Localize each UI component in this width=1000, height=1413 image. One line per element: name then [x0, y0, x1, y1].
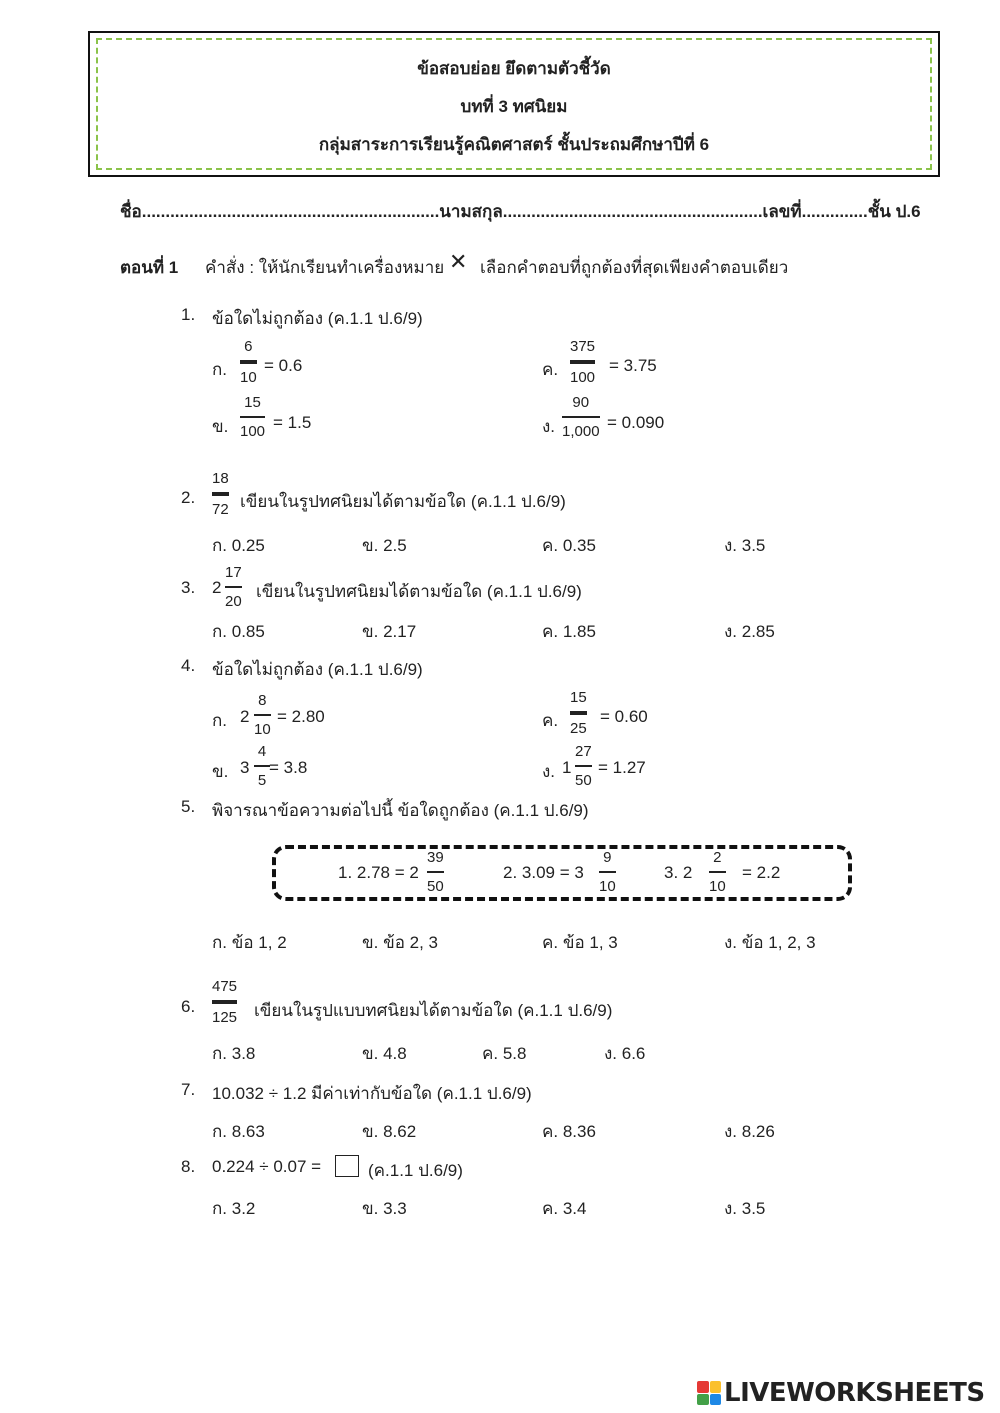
q4-a-letter[interactable]: ก. [212, 711, 228, 730]
q4-c-rest: = 0.60 [600, 707, 648, 726]
q4-b-fraction [254, 744, 270, 788]
q3-num: 17 [225, 564, 242, 581]
q2-option-b[interactable]: ข. 2.5 [362, 536, 407, 555]
q1-a-letter[interactable]: ก. [212, 360, 228, 379]
statement-1-den: 50 [427, 878, 444, 895]
q3-option-a[interactable]: ก. 0.85 [212, 622, 265, 641]
q1-d-fraction [562, 395, 600, 439]
q3-whole: 2 [212, 578, 222, 597]
q1-d-den: 1,000 [562, 423, 600, 440]
q1-c-den: 100 [570, 369, 596, 386]
cross-mark-icon: ✕ [449, 249, 468, 274]
liveworksheets-logo [697, 1378, 985, 1408]
q3-fraction [225, 565, 242, 609]
q5-text: พิจารณาข้อความต่อไปนี้ ข้อใดถูกต้อง (ค.1.1 ป.6/9) [212, 801, 589, 820]
q3-text: เขียนในรูปทศนิยมได้ตามข้อใด (ค.1.1 ป.6/9) [256, 582, 582, 601]
q4-a-num: 8 [258, 692, 267, 709]
statement-2-num: 9 [603, 849, 612, 866]
q1-c-num: 375 [570, 338, 596, 355]
q4-d-fraction [575, 744, 592, 788]
part-label: ตอนที่ 1 [120, 258, 179, 277]
q4-b-den: 5 [257, 772, 267, 789]
q7-option-d[interactable]: ง. 8.26 [724, 1122, 775, 1141]
q5-option-d[interactable]: ง. ข้อ 1, 2, 3 [724, 933, 816, 952]
q3-den: 20 [225, 593, 242, 610]
statement-3-num: 2 [713, 849, 722, 866]
q7-option-c[interactable]: ค. 8.36 [542, 1122, 596, 1141]
q6-number: 6. [181, 997, 196, 1016]
q6-fraction [212, 979, 237, 1025]
q4-c-num: 15 [570, 689, 587, 706]
q1-a-num: 6 [244, 338, 253, 355]
statement-3-lead: 3. 2 [664, 863, 693, 882]
statement-1-lead: 1. 2.78 = 2 [338, 863, 419, 882]
q1-b-fraction [240, 395, 265, 439]
q1-number: 1. [181, 305, 196, 324]
q4-text: ข้อใดไม่ถูกต้อง (ค.1.1 ป.6/9) [212, 660, 423, 679]
q5-number: 5. [181, 797, 196, 816]
q4-d-whole: 1 [562, 758, 572, 777]
q4-b-letter[interactable]: ข. [212, 762, 229, 781]
q4-d-rest: = 1.27 [598, 758, 646, 777]
q4-b-num: 4 [257, 743, 267, 760]
q6-num: 475 [212, 978, 238, 995]
q8-option-a[interactable]: ก. 3.2 [212, 1199, 256, 1218]
statement-2-lead: 2. 3.09 = 3 [503, 863, 584, 882]
logo-tile [710, 1381, 722, 1393]
q8-option-c[interactable]: ค. 3.4 [542, 1199, 587, 1218]
q5-option-c[interactable]: ค. ข้อ 1, 3 [542, 933, 618, 952]
q7-text: 10.032 ÷ 1.2 มีค่าเท่ากับข้อใด (ค.1.1 ป.6/9) [212, 1084, 532, 1103]
q2-text: เขียนในรูปทศนิยมได้ตามข้อใด (ค.1.1 ป.6/9) [240, 492, 566, 511]
q4-number: 4. [181, 656, 196, 675]
statement-3-rest: = 2.2 [742, 863, 781, 882]
instruction-text-a: คำสั่ง : ให้นักเรียนทำเครื่องหมาย [205, 258, 445, 277]
header-chapter: บทที่ 3 ทศนิยม [460, 97, 568, 116]
logo-tile [697, 1394, 709, 1406]
q3-option-c[interactable]: ค. 1.85 [542, 622, 596, 641]
q3-option-d[interactable]: ง. 2.85 [724, 622, 775, 641]
statement-3-den: 10 [709, 878, 726, 895]
q7-option-a[interactable]: ก. 8.63 [212, 1122, 265, 1141]
q2-num: 18 [212, 470, 229, 487]
q4-a-den: 10 [254, 721, 271, 738]
q1-b-rest: = 1.5 [273, 413, 312, 432]
q1-a-rest: = 0.6 [264, 356, 303, 375]
q1-d-letter[interactable]: ง. [542, 417, 556, 436]
answer-blank-box[interactable] [335, 1155, 359, 1177]
q3-option-b[interactable]: ข. 2.17 [362, 622, 417, 641]
q1-b-letter[interactable]: ข. [212, 417, 229, 436]
q6-text: เขียนในรูปแบบทศนิยมได้ตามข้อใด (ค.1.1 ป.6/9) [254, 1001, 613, 1020]
q8-reference: (ค.1.1 ป.6/9) [368, 1161, 463, 1180]
q4-d-num: 27 [575, 743, 592, 760]
q4-a-rest: = 2.80 [277, 707, 325, 726]
q4-b-rest: = 3.8 [269, 758, 308, 777]
q4-c-fraction [570, 690, 587, 736]
q3-number: 3. [181, 578, 196, 597]
q4-a-whole: 2 [240, 707, 250, 726]
instruction-text-b: เลือกคำตอบที่ถูกต้องที่สุดเพียงคำตอบเดียว [480, 258, 789, 277]
q1-d-rest: = 0.090 [607, 413, 665, 432]
q6-den: 125 [212, 1009, 238, 1026]
q7-number: 7. [181, 1080, 196, 1099]
q1-text: ข้อใดไม่ถูกต้อง (ค.1.1 ป.6/9) [212, 309, 423, 328]
q1-c-letter[interactable]: ค. [542, 360, 559, 379]
q6-option-c[interactable]: ค. 5.8 [482, 1044, 527, 1063]
q8-number: 8. [181, 1157, 196, 1176]
statement-2-den: 10 [599, 878, 616, 895]
statement-2-fraction [599, 850, 616, 894]
q2-den: 72 [212, 501, 229, 518]
logo-mark-icon [697, 1381, 721, 1405]
header-title: ข้อสอบย่อย ยึดตามตัวชี้วัด [417, 59, 611, 78]
q2-number: 2. [181, 488, 196, 507]
q1-c-fraction [570, 339, 595, 385]
q2-fraction [212, 471, 229, 517]
q6-option-b[interactable]: ข. 4.8 [362, 1044, 407, 1063]
logo-tile [710, 1394, 722, 1406]
q4-c-den: 25 [570, 720, 587, 737]
q2-option-d[interactable]: ง. 3.5 [724, 536, 766, 555]
q6-option-a[interactable]: ก. 3.8 [212, 1044, 256, 1063]
q4-d-den: 50 [575, 772, 592, 789]
q4-a-fraction [254, 693, 271, 737]
q4-b-whole: 3 [240, 758, 250, 777]
logo-tile [697, 1381, 709, 1393]
q1-a-den: 10 [240, 369, 257, 386]
q5-option-b[interactable]: ข. ข้อ 2, 3 [362, 933, 438, 952]
q2-option-c[interactable]: ค. 0.35 [542, 536, 596, 555]
q1-a-fraction [240, 339, 257, 385]
q4-d-letter[interactable]: ง. [542, 762, 556, 781]
header-subject: กลุ่มสาระการเรียนรู้คณิตศาสตร์ ชั้นประถมศึกษาปีที่ 6 [318, 135, 710, 154]
student-info-line: ชื่อ...............................................................นามสกุล.......................................................เลขที่..............ชั้น ป.6 [120, 202, 921, 221]
q1-d-num: 90 [572, 394, 590, 411]
statement-1-num: 39 [427, 849, 444, 866]
q6-option-d[interactable]: ง. 6.6 [604, 1044, 646, 1063]
q8-option-d[interactable]: ง. 3.5 [724, 1199, 766, 1218]
q4-c-letter[interactable]: ค. [542, 711, 559, 730]
q8-lead: 0.224 ÷ 0.07 = [212, 1157, 322, 1176]
statement-3-fraction [709, 850, 726, 894]
q5-option-a[interactable]: ก. ข้อ 1, 2 [212, 933, 287, 952]
q7-option-b[interactable]: ข. 8.62 [362, 1122, 417, 1141]
logo-text: LIVEWORKSHEETS [724, 1378, 985, 1408]
q1-c-rest: = 3.75 [609, 356, 657, 375]
statement-1-fraction [427, 850, 444, 894]
q2-option-a[interactable]: ก. 0.25 [212, 536, 265, 555]
q1-b-num: 15 [244, 394, 261, 411]
q1-b-den: 100 [240, 423, 266, 440]
q8-option-b[interactable]: ข. 3.3 [362, 1199, 407, 1218]
